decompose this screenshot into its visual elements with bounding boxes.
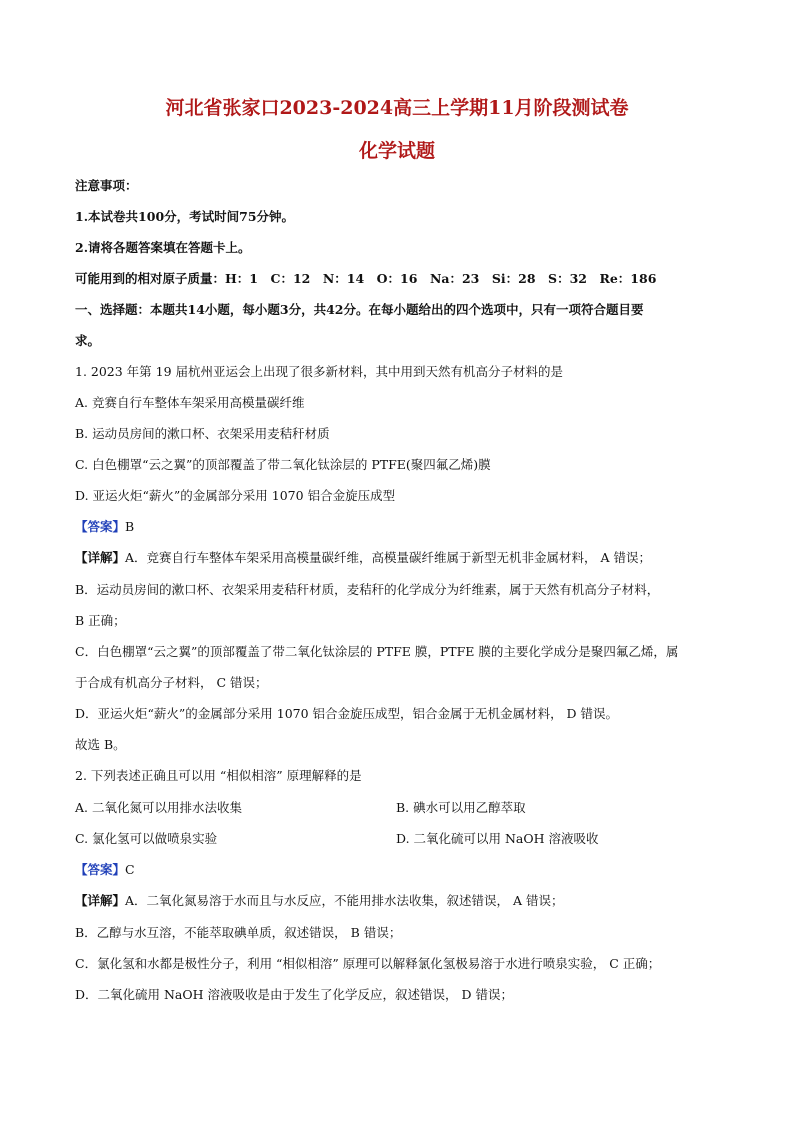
explanation-line <box>75 893 564 909</box>
explanation-line: B．运动员房间的漱口杯、衣架采用麦秸秆材质，麦秸秆的化学成分为纤维素，属于天然有机高分子材料， <box>75 582 660 597</box>
option-b: B. 运动员房间的漱口杯、衣架采用麦秸秆材质 <box>75 426 330 441</box>
option-c: C. 白色棚罩“云之翼”的顶部覆盖了带二氧化钛涂层的 PTFE(聚四氟乙烯)膜 <box>75 457 491 472</box>
option-a: A. 竞赛自行车整体车架采用高模量碳纤维 <box>75 395 305 410</box>
answer-tag: 【答案】 <box>75 519 126 534</box>
section-heading-cont: 求。 <box>75 333 101 348</box>
explanation-line: D．二氧化硫用 NaOH 溶液吸收是由于发生了化学反应，叙述错误， D 错误； <box>75 987 513 1002</box>
answer-line <box>75 519 134 535</box>
option-b: B. 碘水可以用乙醇萃取 <box>396 800 526 815</box>
answer-value: B <box>125 519 135 534</box>
explain-text: A．二氧化氮易溶于水而且与水反应，不能用排水法收集，叙述错误， A 错误； <box>125 893 564 908</box>
notice-item: 2.请将各题答案填在答题卡上。 <box>75 240 251 255</box>
explanation-line: 于合成有机高分子材料， C 错误； <box>75 675 268 690</box>
explanation-line: 故选 B。 <box>75 737 126 752</box>
explain-tag: 【详解】 <box>75 893 126 908</box>
notice-heading: 注意事项： <box>75 178 138 193</box>
explanation-line: D．亚运火炬“薪火”的金属部分采用 1070 铝合金旋压成型，铝合金属于无机金属材料， D 错误。 <box>75 706 619 721</box>
document-subtitle: 化学试题 <box>358 140 435 162</box>
document-title: 河北省张家口2023-2024高三上学期11月阶段测试卷 <box>165 97 629 119</box>
explanation-line: C．氯化氢和水都是极性分子，利用 “相似相溶” 原理可以解释氯化氢极易溶于水进行喷泉实验， C 正确； <box>75 956 661 971</box>
explanation-line: B．乙醇与水互溶，不能萃取碘单质，叙述错误， B 错误； <box>75 925 402 940</box>
answer-tag: 【答案】 <box>75 862 126 877</box>
section-heading: 一、选择题：本题共14小题，每小题3分，共42分。在每小题给出的四个选项中，只有一项符合题目要 <box>75 302 644 317</box>
explanation-line: B 正确； <box>75 613 126 628</box>
answer-value: C <box>125 862 135 877</box>
explain-tag: 【详解】 <box>75 550 126 565</box>
question-stem: 2. 下列表述正确且可以用 “相似相溶” 原理解释的是 <box>75 768 362 783</box>
question-stem: 1. 2023 年第 19 届杭州亚运会上出现了很多新材料，其中用到天然有机高分子材料的是 <box>75 364 564 379</box>
atomic-masses: 可能用到的相对原子质量：H：1 C：12 N：14 O：16 Na：23 Si：28 S：32 Re：186 <box>75 271 657 286</box>
explanation-line: C．白色棚罩“云之翼”的顶部覆盖了带二氧化钛涂层的 PTFE 膜，PTFE 膜的主要化学成分是聚四氟乙烯，属 <box>75 644 679 659</box>
answer-line <box>75 862 135 878</box>
option-d: D. 亚运火炬“薪火”的金属部分采用 1070 铝合金旋压成型 <box>75 488 396 503</box>
option-c: C. 氯化氢可以做喷泉实验 <box>75 831 218 846</box>
notice-item: 1.本试卷共100分，考试时间75分钟。 <box>75 209 295 224</box>
option-d: D. 二氧化硫可以用 NaOH 溶液吸收 <box>396 831 599 846</box>
explanation-line <box>75 550 651 566</box>
explain-text: A．竞赛自行车整体车架采用高模量碳纤维，高模量碳纤维属于新型无机非金属材料， A 错误； <box>125 550 652 565</box>
option-a: A. 二氧化氮可以用排水法收集 <box>75 800 242 815</box>
